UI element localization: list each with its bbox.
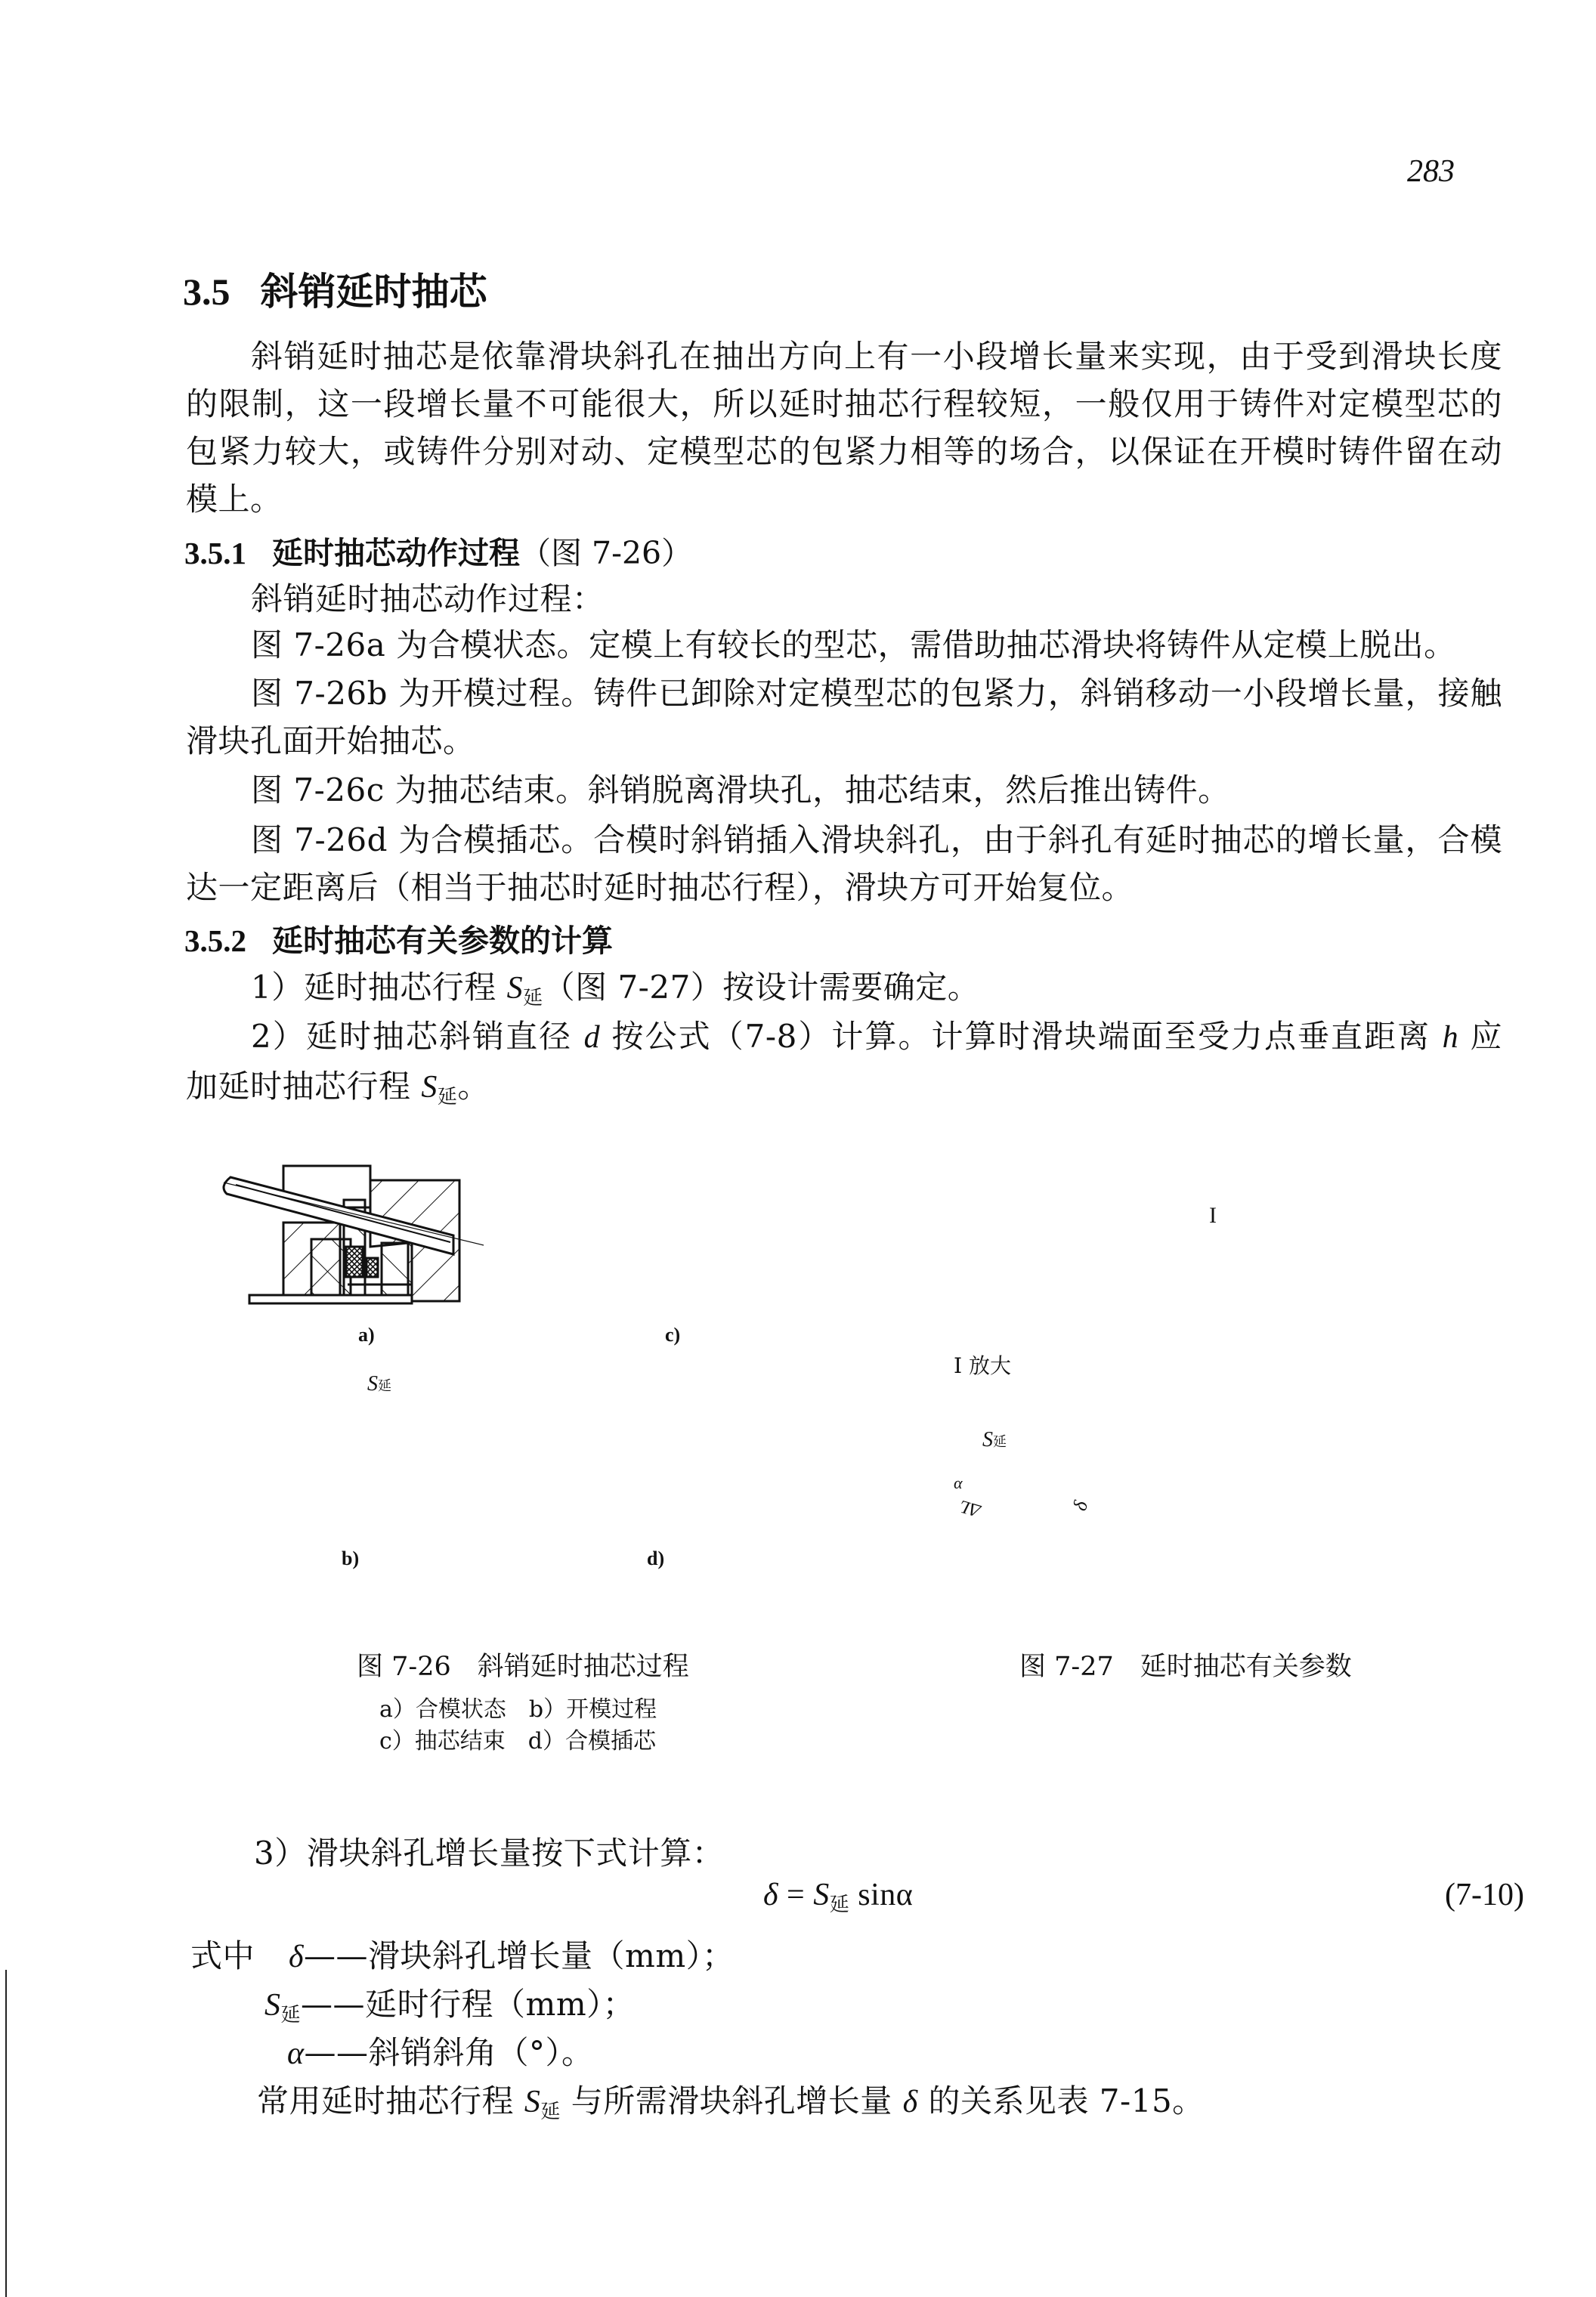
page-number: 283 <box>1407 154 1455 189</box>
symbol-h: h <box>1442 1020 1459 1055</box>
panel-label-a: a) <box>358 1324 375 1346</box>
where-def-delta <box>289 1931 735 1977</box>
where-def-s <box>264 1980 635 2027</box>
closing-text: 常用延时抽芯行程 <box>257 2082 524 2119</box>
item-2-middle: 按公式（7-8）计算。计算时滑块端面至受力点垂直距离 <box>600 1018 1443 1055</box>
figure-7-26-panel-a <box>224 1166 484 1303</box>
symbol-s: S <box>421 1070 438 1105</box>
item-2-end: 应 <box>1458 1018 1502 1055</box>
panel-label-d: d) <box>647 1547 665 1569</box>
equation-7-10 <box>763 1877 913 1917</box>
where-def-alpha <box>287 2028 594 2073</box>
symbol-subscript: 延 <box>280 2004 302 2026</box>
symbol-subscript: 延 <box>993 1434 1007 1450</box>
symbol-delta: δ <box>902 2085 918 2119</box>
intro-paragraph: 斜销延时抽芯是依靠滑块斜孔在抽出方向上有一小段增长量来实现，由于受到滑块长度的限制，这一段增长量不可能很大，所以延时抽芯行程较短，一般仅用于铸件对定模型芯的包紧力较大，或铸件分别对动、定模型芯的包紧力相等的场合，以保证在开模时铸件留在动模上。 <box>186 338 1502 518</box>
symbol-d: d <box>583 1020 601 1055</box>
symbol-s: S <box>264 1988 281 2023</box>
figure-7-26-caption: 图 7-26 斜销延时抽芯过程 <box>357 1652 689 1682</box>
symbol-subscript: 延 <box>378 1378 391 1394</box>
symbol-subscript: 延 <box>540 2101 561 2123</box>
symbol-subscript: 延 <box>437 1086 458 1108</box>
symbol-delta: δ <box>763 1878 779 1912</box>
figure-7-27-caption: 图 7-27 延时抽芯有关参数 <box>1019 1652 1352 1682</box>
symbol-s: S <box>367 1372 378 1396</box>
symbol-s: S <box>813 1878 830 1912</box>
scan-margin-line <box>5 1970 7 2297</box>
process-step-c: 图 7-26c 为抽芯结束。斜销脱离滑块孔，抽芯结束，然后推出铸件。 <box>251 771 1230 808</box>
detail-annotation-alpha: α <box>954 1473 963 1492</box>
item-2-line2-text: 加延时抽芯行程 <box>186 1068 422 1105</box>
panel-label-c: c) <box>665 1324 681 1346</box>
item-1-suffix: （图 7-27）按设计需要确定。 <box>543 969 980 1006</box>
closing-sentence <box>257 2076 1205 2124</box>
subsection-title: 延时抽芯动作过程 <box>272 535 520 571</box>
closing-suffix: 的关系见表 7-15。 <box>917 2082 1205 2119</box>
section-number: 3.5 <box>183 271 230 313</box>
panel-b-annotation <box>367 1371 391 1396</box>
symbol-s: S <box>524 2085 541 2119</box>
panel-label-b: b) <box>342 1547 360 1569</box>
symbol-s: S <box>982 1428 993 1451</box>
figure-7-26-subcaption-2: c）抽芯结束 d）合模插芯 <box>379 1728 657 1754</box>
process-step-d: 图 7-26d 为合模插芯。合模时斜销插入滑块斜孔，由于斜孔有延时抽芯的增长量，合模达一定距离后（相当于抽芯时延时抽芯行程），滑块方可开始复位。 <box>186 821 1502 906</box>
item-2-text: 2）延时抽芯斜销直径 <box>251 1018 584 1055</box>
item-3: 3）滑块斜孔增长量按下式计算： <box>254 1835 725 1872</box>
detail-annotation-s <box>982 1427 1007 1452</box>
item-2-period: 。 <box>457 1068 490 1105</box>
process-lead: 斜销延时抽芯动作过程： <box>251 580 605 617</box>
detail-label: I 放大 <box>954 1353 1011 1378</box>
def-text: ——滑块斜孔增长量（mm）； <box>304 1937 735 1974</box>
def-text: ——延时行程（mm）； <box>301 1986 636 2023</box>
symbol-alpha: α <box>287 2036 305 2071</box>
section-title: 斜销延时抽芯 <box>260 270 487 314</box>
subsection-title: 延时抽芯有关参数的计算 <box>272 923 613 959</box>
equation-number: (7-10) <box>1445 1878 1524 1912</box>
process-step-b: 图 7-26b 为开模过程。铸件已卸除对定模型芯的包紧力，斜销移动一小段增长量，接触滑块孔面开始抽芯。 <box>186 675 1502 759</box>
where-label: 式中 <box>190 1937 255 1974</box>
equals-sign: = <box>778 1878 814 1912</box>
process-step-a: 图 7-26a 为合模状态。定模上有较长的型芯，需借助抽芯滑块将铸件从定模上脱出。 <box>251 626 1456 663</box>
symbol-delta: δ <box>289 1940 305 1974</box>
subsection-number: 3.5.1 <box>184 536 246 570</box>
closing-middle: 与所需滑块斜孔增长量 <box>560 2082 903 2119</box>
leader-label-i: I <box>1209 1203 1217 1228</box>
detail-annotation-delta: δ <box>1068 1498 1093 1513</box>
figure-7-26-subcaption-1: a）合模状态 b）开模过程 <box>379 1696 657 1723</box>
symbol-s: S <box>506 971 524 1006</box>
symbol-subscript: 延 <box>523 987 543 1009</box>
symbol-subscript: 延 <box>829 1894 850 1915</box>
detail-annotation-delta-l: ΔL <box>957 1495 983 1521</box>
def-text: ——斜销斜角（°）。 <box>304 2034 594 2071</box>
item-1-text: 1）延时抽芯行程 <box>251 969 507 1006</box>
figure-reference: （图 7-26） <box>520 535 693 571</box>
equation-rhs: sinα <box>849 1878 914 1912</box>
subsection-number: 3.5.2 <box>184 923 246 958</box>
